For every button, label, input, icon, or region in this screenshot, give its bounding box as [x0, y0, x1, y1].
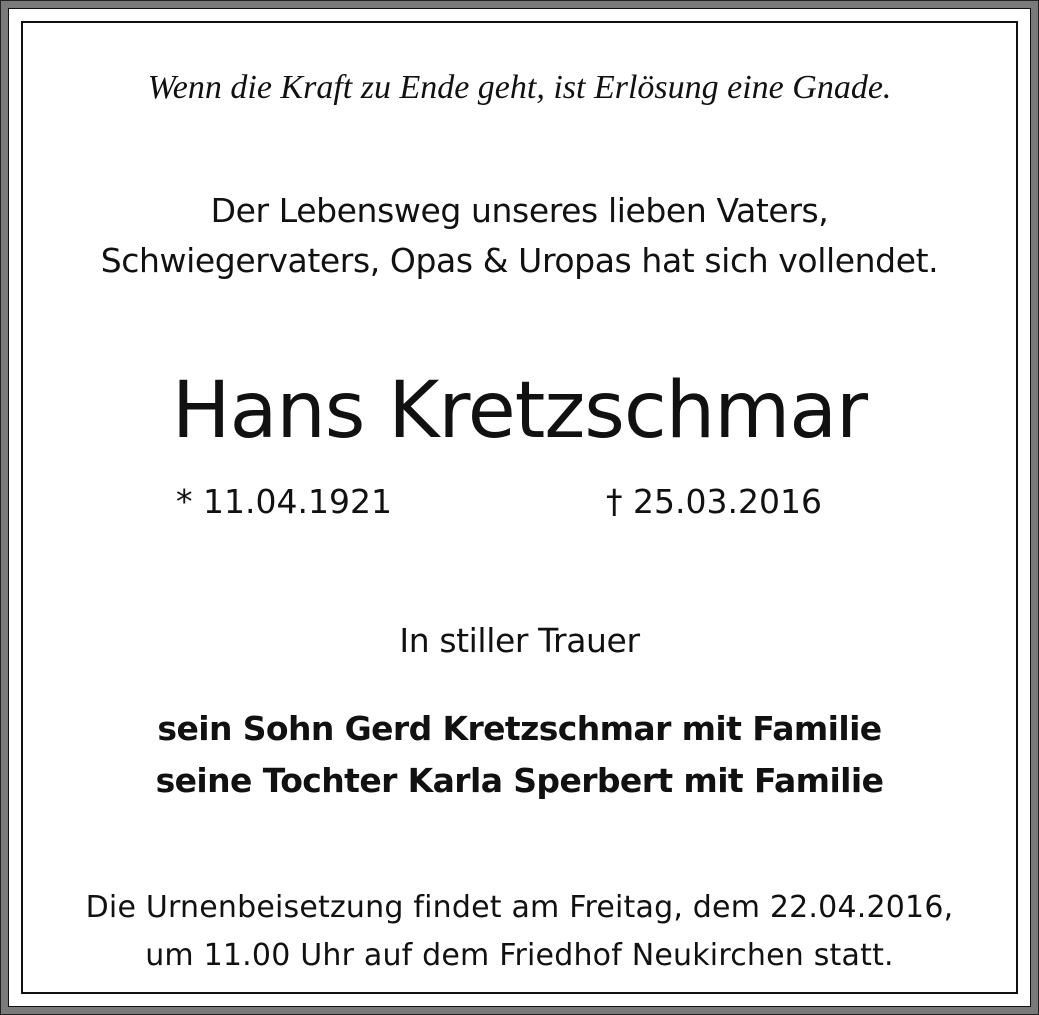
- mourning-phrase: In stiller Trauer: [399, 621, 640, 660]
- death-date: † 25.03.2016: [606, 482, 822, 521]
- intro-line: Der Lebensweg unseres lieben Vaters,: [210, 191, 829, 230]
- birth-date: * 11.04.1921: [176, 482, 392, 521]
- notice-border: [21, 21, 1018, 994]
- mourners-list: [26, 703, 1013, 807]
- notice-panel: [8, 8, 1031, 1007]
- funeral-info: [26, 884, 1013, 980]
- intro-text: [26, 186, 1013, 286]
- mourner-line: sein Sohn Gerd Kretzschmar mit Familie: [157, 709, 882, 748]
- funeral-info-line: Die Urnenbeisetzung findet am Freitag, dem 22.04.2016,: [85, 890, 954, 925]
- deceased-name: Hans Kretzschmar: [171, 366, 868, 456]
- mourner-line: seine Tochter Karla Sperbert mit Familie: [155, 761, 884, 800]
- intro-line: Schwiegervaters, Opas & Uropas hat sich vollendet.: [100, 241, 939, 280]
- funeral-info-line: um 11.00 Uhr auf dem Friedhof Neukirchen statt.: [145, 938, 894, 973]
- motto: Wenn die Kraft zu Ende geht, ist Erlösung eine Gnade.: [147, 69, 892, 106]
